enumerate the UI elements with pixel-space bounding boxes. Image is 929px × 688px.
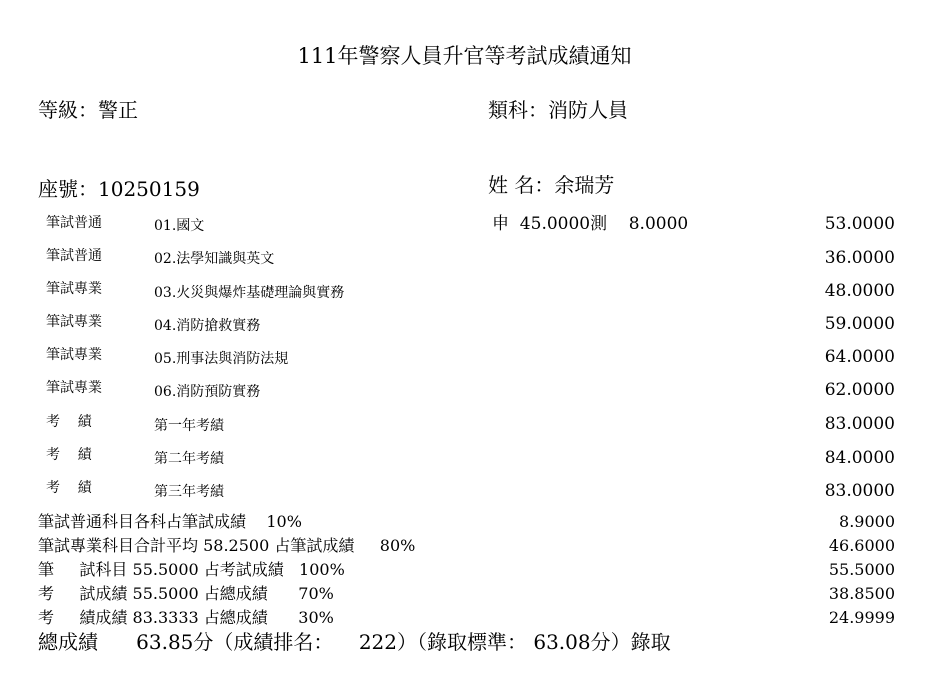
seat-number-label: 座號：10250159 — [38, 177, 200, 201]
summary-label: 考 試成績 55.5000 占總成績 70% — [38, 584, 334, 603]
summary-score: 8.9000 — [839, 512, 895, 531]
summary-score: 55.5000 — [828, 560, 895, 579]
subject-score: 59.0000 — [824, 314, 895, 334]
subject-category: 考 績 — [46, 480, 92, 496]
subject-score: 36.0000 — [824, 248, 895, 268]
summary-label: 筆試普通科目各科占筆試成績 10% — [38, 512, 302, 531]
subject-score: 83.0000 — [824, 481, 895, 501]
subject-name: 02.法學知識與英文 — [154, 251, 275, 267]
name-label: 姓 名：余瑞芳 — [488, 173, 615, 197]
subject-category: 筆試專業 — [46, 347, 102, 363]
subject-score: 62.0000 — [824, 380, 895, 400]
subject-name: 01.國文 — [154, 218, 205, 234]
summary-score: 24.9999 — [828, 608, 895, 627]
subject-category: 筆試專業 — [46, 314, 102, 330]
subject-name: 第一年考績 — [154, 418, 224, 434]
subject-category: 考 績 — [46, 414, 92, 430]
subject-category: 筆試專業 — [46, 281, 102, 297]
subject-score: 84.0000 — [824, 448, 895, 468]
subject-name: 05.刑事法與消防法規 — [154, 351, 289, 367]
subject-category: 筆試普通 — [46, 248, 102, 264]
total-score-line: 總成績 63.85分（成績排名： 222）（錄取標準： 63.08分）錄取 — [38, 630, 671, 654]
subject-name: 第三年考績 — [154, 484, 224, 500]
subject-category: 考 績 — [46, 447, 92, 463]
subject-name: 03.火災與爆炸基礎理論與實務 — [154, 285, 345, 301]
summary-label: 考 績成績 83.3333 占總成績 30% — [38, 608, 334, 627]
subject-score: 53.0000 — [824, 214, 895, 234]
subject-score: 64.0000 — [824, 347, 895, 367]
summary-score: 38.8500 — [828, 584, 895, 603]
subject-name: 04.消防搶救實務 — [154, 318, 261, 334]
subject-category: 筆試普通 — [46, 215, 102, 231]
grade-label: 等級：警正 — [38, 98, 138, 122]
summary-label: 筆 試科目 55.5000 占考試成績 100% — [38, 560, 345, 579]
subject-category: 筆試專業 — [46, 380, 102, 396]
summary-label: 筆試專業科目合計平均 58.2500 占筆試成績 80% — [38, 536, 416, 555]
subject-name: 06.消防預防實務 — [154, 384, 261, 400]
subject-score: 48.0000 — [824, 281, 895, 301]
page-title: 111年警察人員升官等考試成績通知 — [297, 44, 632, 68]
subject-score: 83.0000 — [824, 414, 895, 434]
subject-detail: 申 45.0000測 8.0000 — [492, 214, 689, 234]
category-label: 類科：消防人員 — [488, 98, 628, 122]
summary-score: 46.6000 — [828, 536, 895, 555]
subject-name: 第二年考績 — [154, 451, 224, 467]
